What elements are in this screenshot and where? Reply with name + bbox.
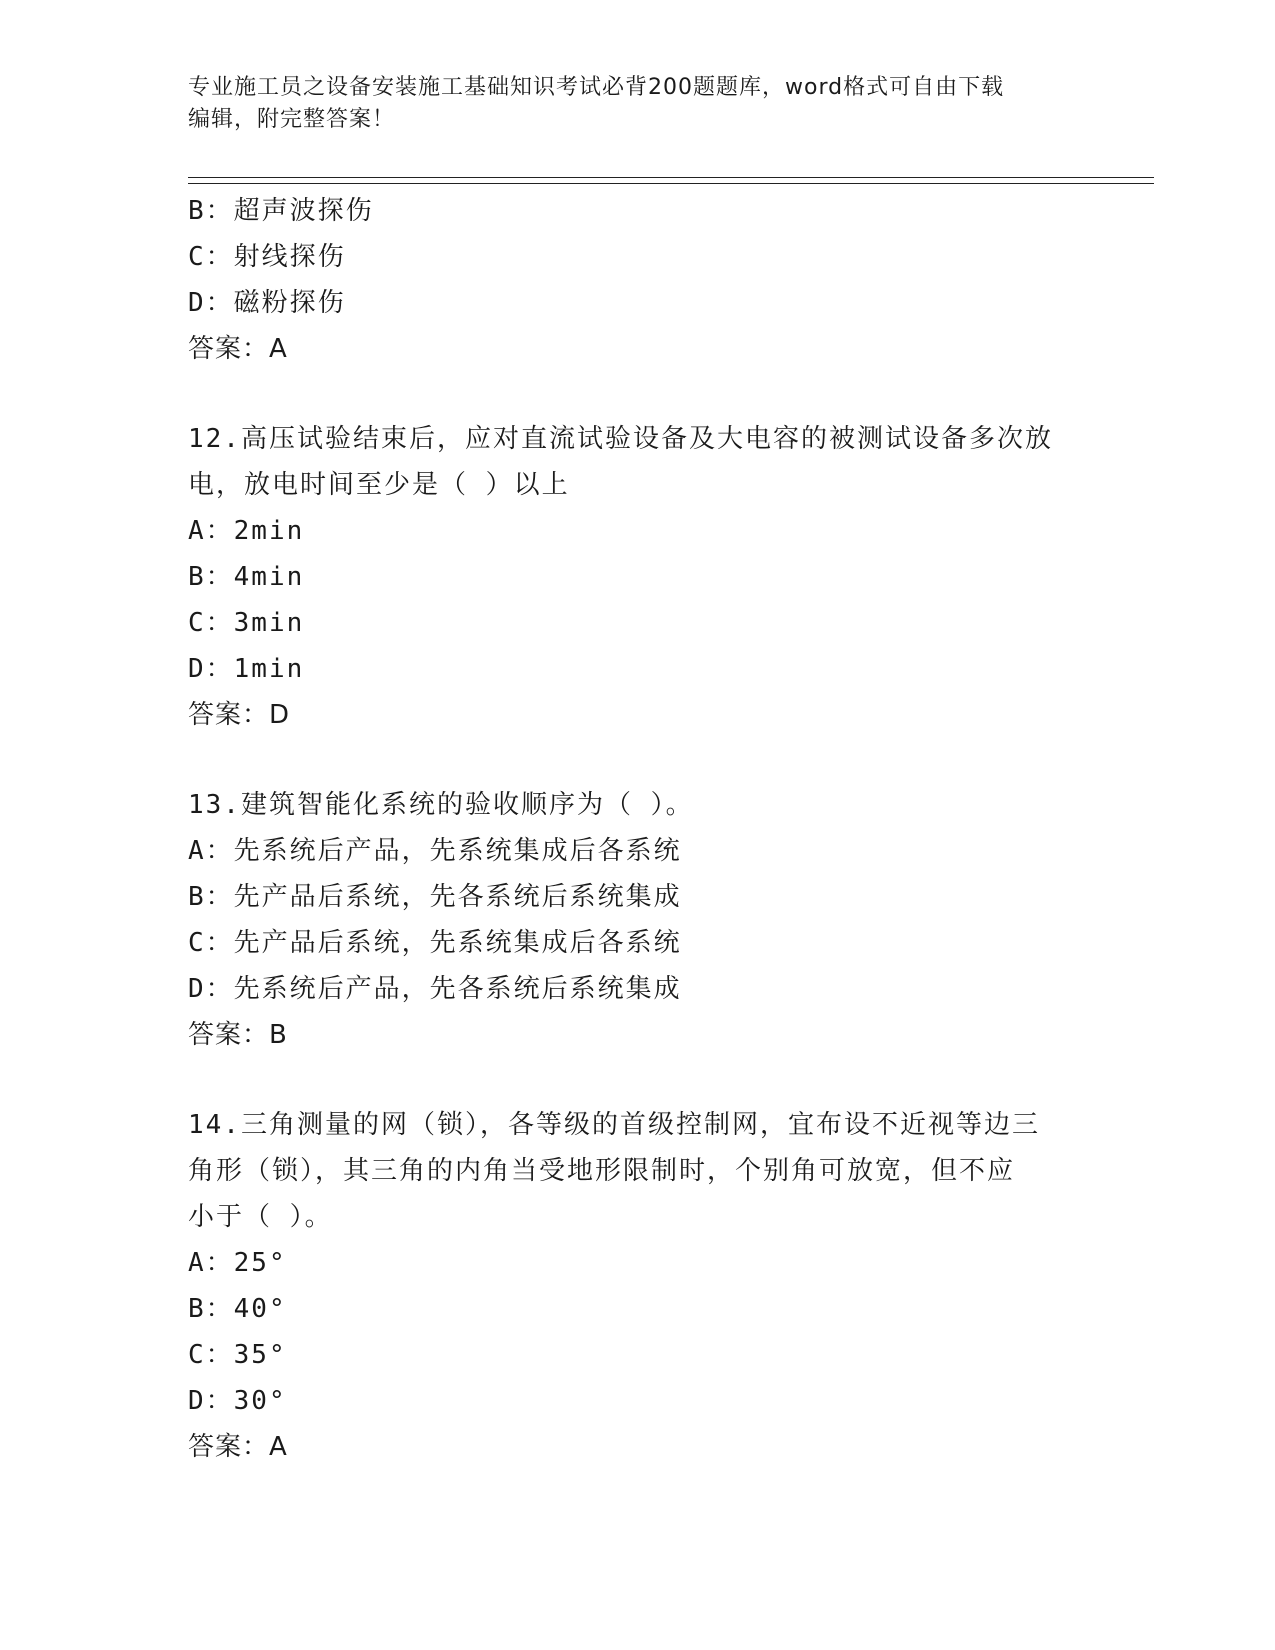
option-c: C：35° (188, 1340, 287, 1370)
header-title-line2: 编辑，附完整答案！ (188, 107, 396, 132)
question-stem: 13.建筑智能化系统的验收顺序为（ ）。 (188, 790, 694, 820)
question-13 (188, 782, 1088, 1058)
option-d: D：1min (188, 654, 305, 684)
question-stem: 角形（锁），其三角的内角当受地形限制时，个别角可放宽，但不应 (188, 1156, 1016, 1186)
option-c: C：射线探伤 (188, 242, 346, 272)
document-header (188, 72, 1088, 136)
answer: 答案：A (188, 334, 288, 364)
question-stem: 14.三角测量的网（锁），各等级的首级控制网，宜布设不近视等边三 (188, 1110, 1040, 1140)
answer: 答案：A (188, 1432, 288, 1462)
option-c: C：先产品后系统，先系统集成后各系统 (188, 928, 682, 958)
option-d: D：磁粉探伤 (188, 288, 346, 318)
question-list (188, 188, 1088, 1470)
header-divider-bottom (188, 183, 1154, 184)
option-b: B：4min (188, 562, 305, 592)
option-b: B：先产品后系统，先各系统后系统集成 (188, 882, 682, 912)
option-c: C：3min (188, 608, 305, 638)
option-b: B：超声波探伤 (188, 196, 374, 226)
header-divider-top (188, 177, 1154, 178)
question-stem: 12.高压试验结束后，应对直流试验设备及大电容的被测试设备多次放 (188, 424, 1053, 454)
question-14 (188, 1102, 1088, 1470)
spacer (188, 738, 1088, 782)
answer: 答案：B (188, 1020, 288, 1050)
option-d: D：先系统后产品，先各系统后系统集成 (188, 974, 682, 1004)
spacer (188, 1058, 1088, 1102)
option-a: A：先系统后产品，先系统集成后各系统 (188, 836, 682, 866)
answer: 答案：D (188, 700, 291, 730)
question-11 (188, 188, 1088, 372)
option-b: B：40° (188, 1294, 287, 1324)
header-title-line1: 专业施工员之设备安装施工基础知识考试必背200题题库，word格式可自由下载 (188, 75, 1005, 100)
option-a: A：25° (188, 1248, 287, 1278)
option-a: A：2min (188, 516, 305, 546)
option-d: D：30° (188, 1386, 287, 1416)
question-stem: 电，放电时间至少是（ ）以上 (188, 470, 570, 500)
question-stem: 小于（ ）。 (188, 1202, 333, 1232)
spacer (188, 372, 1088, 416)
question-12 (188, 416, 1088, 738)
